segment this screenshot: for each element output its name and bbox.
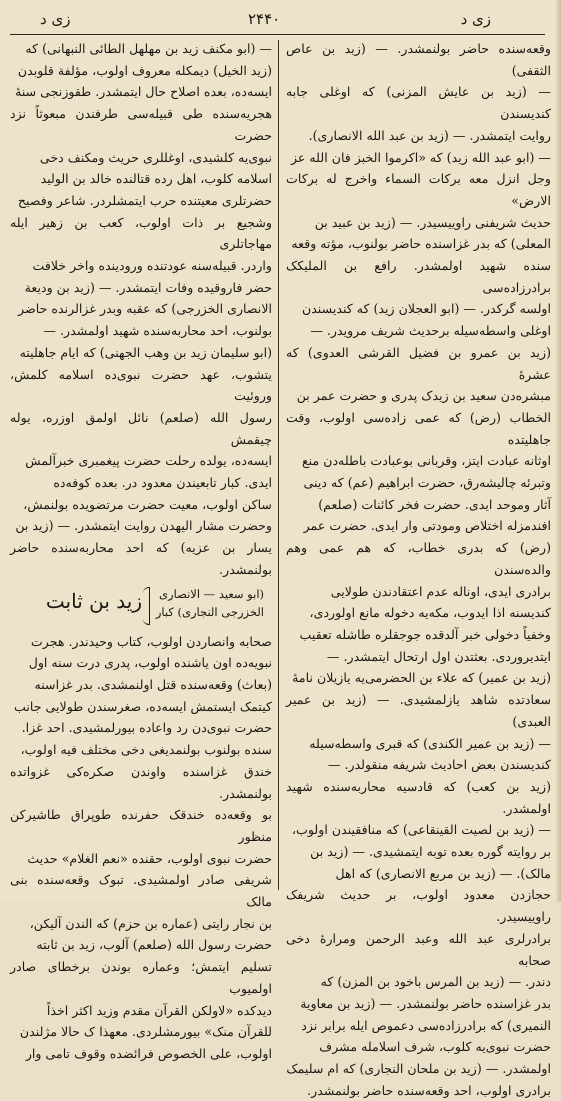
text-line: بن نجار رایتی (عماره بن حزم) که الندن آلیکن، xyxy=(29,915,272,931)
text-line: — (ابو عبد الله زید) که «اکرموا الخبز فان الله عز xyxy=(290,149,551,165)
text-line: رسول الله (صلعم) نائل اولمق اوزره، یوله چیقمش xyxy=(10,409,272,447)
text-line: للقرآن منک» بیورمشلردی. معهذا ک حالا مژلندن xyxy=(19,1024,272,1040)
left-column-top-text xyxy=(10,38,272,581)
text-line: المعلی) که بدر غزاسنده حاضر بولنوب، مؤته وقعه‌ xyxy=(291,236,551,252)
text-line: حضرتلری معیتنده حرب ایتمشلردر. شاعر وفصیح xyxy=(17,192,272,208)
text-line: (بعاث) وقعه‌سنده قتل اولنمشدی. بدر غزاسنه xyxy=(34,676,272,692)
text-line: اولمشدر. — (زید بن ملحان النجاری) که ام سلیمک xyxy=(286,1061,551,1077)
text-line: شریفی صادر اولمشیدی. تبوک وقعه‌سنده بنی مالک xyxy=(10,872,272,910)
text-line: اوغلی واسطه‌سیله برحدیث شریف مرویدر. — xyxy=(310,323,551,339)
text-line: — (زید بن عمیر الکندی) که قبری واسطه‌سیله xyxy=(309,735,551,751)
text-line: واردر. قبیله‌سنه عودتنده ورودینده واخر خلافت xyxy=(32,258,272,274)
right-text-column xyxy=(286,38,551,1098)
text-line: سعادتده شاهد یازلمشیدی. — (زید بن عمیر العبدی) xyxy=(286,692,551,729)
text-line: تسلیم ایتمش؛ وعماره بوندن برخطای صادر اولمیوب xyxy=(10,959,272,996)
text-line: خندق غزاسنده واوندن صکره‌کی غزواتده بولنمشدر. xyxy=(10,763,272,801)
running-head-right: زی د xyxy=(460,10,491,28)
text-line: بولنوب، احد محاربه‌سنده شهید اولمشدر. — xyxy=(43,323,272,339)
text-line: کندیسنه اذا ایدوب، مکه‌یه دخوله مانع اولوردی، xyxy=(309,605,551,621)
text-line: بو وقعه‌ده خندقک حفرنده طوپراق طاشیرکن منظور xyxy=(10,807,272,844)
text-line: حضرت رسول الله (صلعم) آلوب، زید بن ثابته xyxy=(36,937,272,953)
text-line: سنده شهید اولمشدر. رافع بن الملیکک برادرزاده‌سی xyxy=(286,258,551,295)
text-line: الخطاب (رض) که عمی زاده‌سی اولوب، وقت جاهلیتده xyxy=(286,409,551,447)
text-line: کندیسندن بعض احادیث شریفه منقولدر. — xyxy=(327,757,551,773)
text-line: اوثانه عبادت ایتز، وقربانی بوعبادت باطله‌دن منع xyxy=(301,453,551,469)
text-line: ایتدیروردی. بعثتدن اول ارتحال ایتمشدر. — xyxy=(326,648,551,664)
text-line: حضر فاروقیده وفات ایتمشدر. — (زید بن ودیعة xyxy=(24,279,272,295)
text-line: وشجیع بر ذات اولوب، کعب بن زهیر ایله مهاجاتلری xyxy=(10,214,272,252)
text-line: دندر. — (زید بن المرس باخود بن المزن) که xyxy=(320,974,551,990)
subheading-brace xyxy=(143,587,150,625)
text-line: الانصاری الخزرجی) که عقبه وبدر غزالرنده حاضر xyxy=(18,301,272,317)
text-line: بدر غزاسنده حاضر بولنمشدر. — (زید بن معاویة xyxy=(300,995,551,1011)
text-line: (زید بن عمیر) که علاء بن الحضرمی‌یه یازیلان نامهٔ xyxy=(292,670,551,686)
text-line: روایت ایتمشدر. — (زید بن عبد الله الانصاری). xyxy=(308,127,551,143)
text-line: النمیری) که برادرزاده‌سی دعموص ایله برابر نزد xyxy=(301,1017,551,1033)
text-line: بر روایته گوره بعده توبه ایتمشیدی. — (زید بن xyxy=(310,844,551,860)
text-line: نبوی‌یه کلشیدی، اوغللری حریث ومکنف دخی xyxy=(39,149,272,165)
text-line: برادری اولوب، احد وقعه‌سنده حاضر بولنمشدر. xyxy=(307,1082,551,1098)
text-line: (زید الخیل) دیمکله معروف اولوب، مؤلفة قلوبدن xyxy=(17,62,272,78)
left-text-column xyxy=(10,38,272,1061)
text-line: یتشوب، عهد حضرت نبوی‌ده اسلامه کلمش، وروئیت xyxy=(10,366,272,404)
text-line: وخفیاً دخولی خبر آلدقده جوجقلره طاشله تعقیب xyxy=(299,626,551,642)
text-line: اسلامه کلوب، اهل رده قتالنده خالد بن الولید xyxy=(40,171,272,187)
text-line: برادری ایدی، اوناله عدم اعتقادندن طولایی xyxy=(330,583,551,599)
text-line: نبویه‌ده اون یاشنده اولوب، پدری درت سنه اول xyxy=(28,655,272,671)
text-line: (ابو سلیمان زید بن وهب الجهنی) که ایام جاهلیته xyxy=(19,344,272,360)
text-line: ایدی. کبار تابعیندن معدود در. بعده کوفه‌ده xyxy=(53,475,272,491)
text-line: یسار بن عزیه) که احد محاربه‌سنده حاضر بولنمشدر. xyxy=(10,540,272,577)
text-line: حضرت نبوی‌یه کلوب، شرف اسلامله مشرف xyxy=(319,1039,551,1055)
text-line: دیدکده «لاولکن القرآن مقدم وزید اکثر اخذاً xyxy=(46,1002,272,1018)
text-line: (زید بن کعب) که قادسیه محاربه‌سنده شهید اولمشدر. xyxy=(286,778,551,816)
text-line: مبشره‌دن سعید بن زیدک پدری و حضرت عمر بن xyxy=(296,388,551,404)
subheading-alias-line: (ابو سعید — الانصاری xyxy=(159,586,264,601)
text-line: ایسه‌ده، بعده اصلاح حال ایتمشدر. طقوزنجی سنهٔ xyxy=(15,84,272,100)
text-line: حجازدن معدود اولوب، بر حدیث شریفک راوییسیدر. xyxy=(286,887,551,925)
page-number: ۲۴۴۰ xyxy=(248,10,281,28)
text-line: افندمزله اختلاص ومودتی وار ایدی. حضرت عمر xyxy=(303,518,551,534)
text-line: صحابه وانصاردن اولوب، کتاب وحیدندر. هجرت xyxy=(30,633,272,649)
text-line: حضرت نبوی‌دن رد واعاده بیورلمشیدی. احد غزا. xyxy=(21,720,272,736)
text-line: مالک). — (زید بن مربع الانصاری) که اهل xyxy=(335,865,551,881)
text-line: وقعه‌سنده حاضر بولنمشدر. — (زید بن عاص الثقفی) xyxy=(286,41,551,78)
page-header xyxy=(0,4,561,38)
text-line: ساکن اولوب، معیت حضرت مرتضویده بولنمش، xyxy=(23,496,272,512)
text-line: وجل انزل معه برکات السماء واخرج له برکات الارض» xyxy=(286,171,551,208)
text-line: — (ابو مکنف زید بن مهلهل الطائی النبهانی) که xyxy=(25,41,272,56)
running-head-left: زی د xyxy=(40,10,71,28)
text-line: اولوب، علی الخصوص فرائضده وقوف تامی وار xyxy=(25,1045,272,1061)
text-line: — (زید بن عایش المزنی) که اوغلی جابه کندیسندن xyxy=(286,84,551,122)
text-line: (زید بن عمرو بن فضیل القرشی العدوی) که عشرهٔ xyxy=(286,344,551,382)
text-line: اولسه گرکدر. — (ابو العجلان زید) که کندیسندن xyxy=(301,301,551,317)
text-line: سنده بولنوب بولنمدیغی دخی مختلف فیه اولوب، xyxy=(20,742,272,758)
subheading-alias-line: الخزرجی النجاری) کبار xyxy=(155,604,264,619)
entry-subheading xyxy=(10,585,272,627)
text-line: کیتمک ایستمش ایسه‌ده، صغرسندن طولایی جانب xyxy=(14,698,272,714)
text-line: ایسه‌ده، یولده رحلت حضرت پیغمبری خبرآلمش xyxy=(25,453,272,469)
text-line: آثار وموحد ایدی. حضرت فخر کائنات (صلعم) xyxy=(318,496,551,512)
text-line: (رض) که بدری خطاب، که هم عمی وهم والده‌سندن xyxy=(286,540,551,577)
text-line: وتبرئه چالیشه‌رق، حضرت ابراهیم (عم) که دینی xyxy=(303,475,551,491)
text-line: وحضرت مشار الیهدن روایت ایتمشدر. — (زید بن xyxy=(15,518,272,534)
column-divider xyxy=(278,40,279,890)
text-line: برادرلری عبد الله وعبد الرحمن ومرارهٔ دخی صحابه‌ xyxy=(286,930,551,968)
subheading-name: زید بن ثابت xyxy=(45,588,142,613)
page-edge-shadow xyxy=(555,0,561,902)
text-line: — (زید بن لصیت القینقاعی) که منافقیندن اولوب، xyxy=(291,822,551,838)
text-line: هجریه‌سنده طی قبیله‌سی طرفندن مبعوثاً نزد حضرت xyxy=(10,106,272,143)
text-line: حضرت نبوی اولوب، حقنده «نعم الغلام» حدیث xyxy=(27,850,272,866)
subheading-aliases xyxy=(152,585,264,621)
text-line: حدیث شریفنی راوییسیدر. — (زید بن عبید بن xyxy=(314,214,551,230)
left-column-bottom-text xyxy=(10,631,272,1065)
header-rule xyxy=(10,34,545,35)
